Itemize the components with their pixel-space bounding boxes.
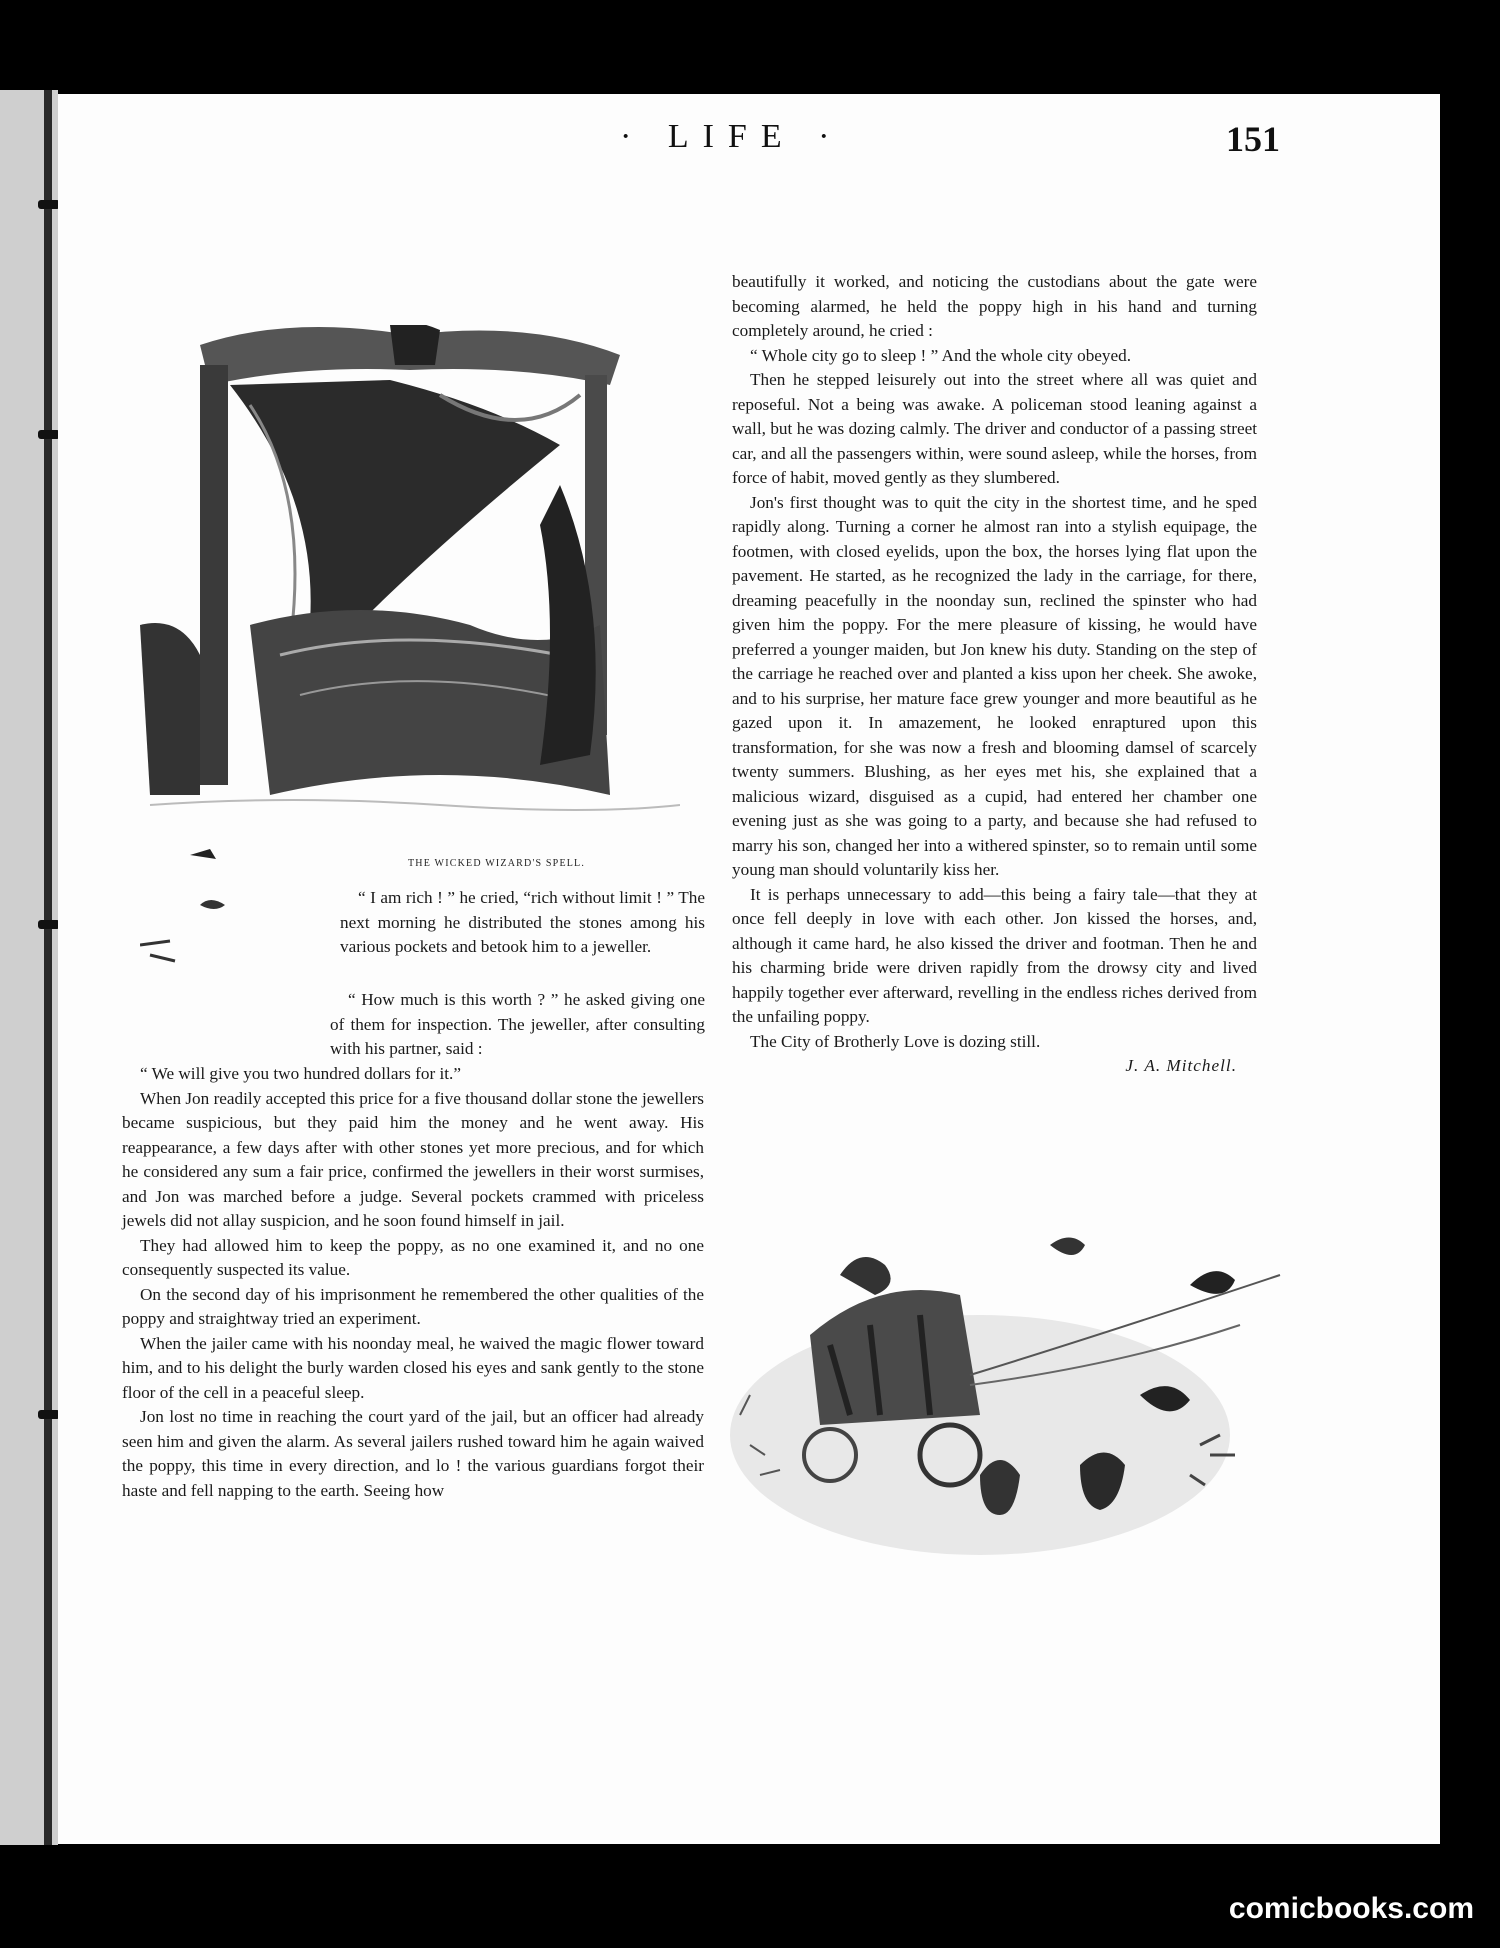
binding-spine (44, 90, 52, 1845)
page-number: 151 (1226, 119, 1280, 159)
left-column-main (122, 1062, 704, 1503)
magazine-title: · LIFE · (620, 118, 844, 155)
author-byline: J. A. Mitchell. (1125, 1056, 1237, 1075)
paragraph: Jon lost no time in reaching the court yard of the jail, but an officer had already seen him and given the alarm. As several jailers rushed toward him he again waived the poppy, this time in every direction, and lo ! the various guardians forgot their haste and fell napping to the earth. Seeing how (122, 1407, 704, 1500)
page-header (620, 118, 1280, 168)
left-column-continued (330, 988, 705, 1062)
paragraph: When the jailer came with his noonday meal, he waived the magic flower toward him, and to his delight the burly warden closed his eyes and sank gently to the stone floor of the cell in a peaceful sleep. (122, 1333, 704, 1402)
book-binding (0, 90, 58, 1845)
paragraph: When Jon readily accepted this price for a five thousand dollar stone the jewellers became suspicious, but they paid him the money and he went away. His reappearance, a few days after with other stones yet more precious, and for which he considered any sum a fair price, confirmed the jewellers in their worst surmises, and Jon was marched before a judge. Several pockets crammed with priceless jewels did not allay suspicion, and he soon found himself in jail. (122, 1088, 704, 1230)
paragraph: The City of Brotherly Love is dozing still. (750, 1031, 1041, 1051)
site-watermark: comicbooks.com (1228, 1892, 1474, 1925)
paragraph: They had allowed him to keep the poppy, as no one examined it, and no one consequently suspected its value. (122, 1235, 704, 1279)
illustration-caption: THE WICKED WIZARD'S SPELL. (408, 858, 586, 869)
paragraph: On the second day of his imprisonment he remembered the other qualities of the poppy and straightway tried an experiment. (122, 1284, 704, 1328)
paragraph: “ How much is this worth ? ” he asked giving one of them for inspection. The jeweller, after consulting with his partner, said : (330, 990, 705, 1058)
paragraph: “ Whole city go to sleep ! ” And the whole city obeyed. (750, 345, 1132, 365)
binding-stitch (38, 920, 60, 929)
paragraph: It is perhaps unnecessary to add—this being a fairy tale—that they at once fell deeply in love with each other. Jon kissed the horses, and, although it came hard, he also kissed the driver and footman. Then he and his charming bride were driven rapidly from the drowsy city and lived happily together ever afterward, revelling in the endless riches derived from the unfailing poppy. (732, 884, 1257, 1026)
binding-stitch (38, 200, 60, 209)
paragraph: Then he stepped leisurely out into the street where all was quiet and reposeful. Not a being was awake. A policeman stood leaning against a wall, but he was dozing calmly. The driver and conductor of a passing street car, and all the passengers within, were sound asleep, while the horses, from force of habit, moved gently as they slumbered. (732, 370, 1257, 487)
paragraph: beautifully it worked, and noticing the custodians about the gate were becoming alarmed, he held the poppy high in his hand and turning completely around, he cried : (732, 272, 1257, 340)
right-column (732, 270, 1257, 1079)
binding-stitch (38, 430, 60, 439)
paragraph: “ We will give you two hundred dollars for it.” (140, 1064, 461, 1083)
binding-stitch (38, 1410, 60, 1419)
left-column (340, 886, 705, 960)
cupid-carriage-illustration (720, 1215, 1320, 1595)
paragraph: “ I am rich ! ” he cried, “rich without limit ! ” The next morning he distributed the stones among his various pockets and betook him to a jeweller. (340, 888, 705, 956)
paragraph: Jon's first thought was to quit the city in the shortest time, and he sped rapidly along. Turning a corner he almost ran into a stylish equipage, the footmen, with closed eyelids, upon the box, the horses lying flat upon the pavement. He started, as he recognized the lady in the carriage, for there, dreaming peacefully in the noonday sun, reclined the spinster who had given him the poppy. For the mere pleasure of kissing, he would have preferred a younger maiden, but Jon knew his duty. Standing on the step of the carriage he reached over and planted a kiss upon her cheek. She awoke, and to his surprise, her mature face grew younger and more beautiful as he gazed upon it. In amazement, he looked enraptured upon this transformation, for she was now a fresh and blooming damsel of scarcely twenty summers. Blushing, as her eyes met his, she explained that a malicious wizard, disguised as a cupid, had entered her chamber one evening just as she was going to a party, and because she had refused to marry his son, changed her into a withered spinster, so to remain until some young man should voluntarily kiss her. (732, 492, 1257, 879)
